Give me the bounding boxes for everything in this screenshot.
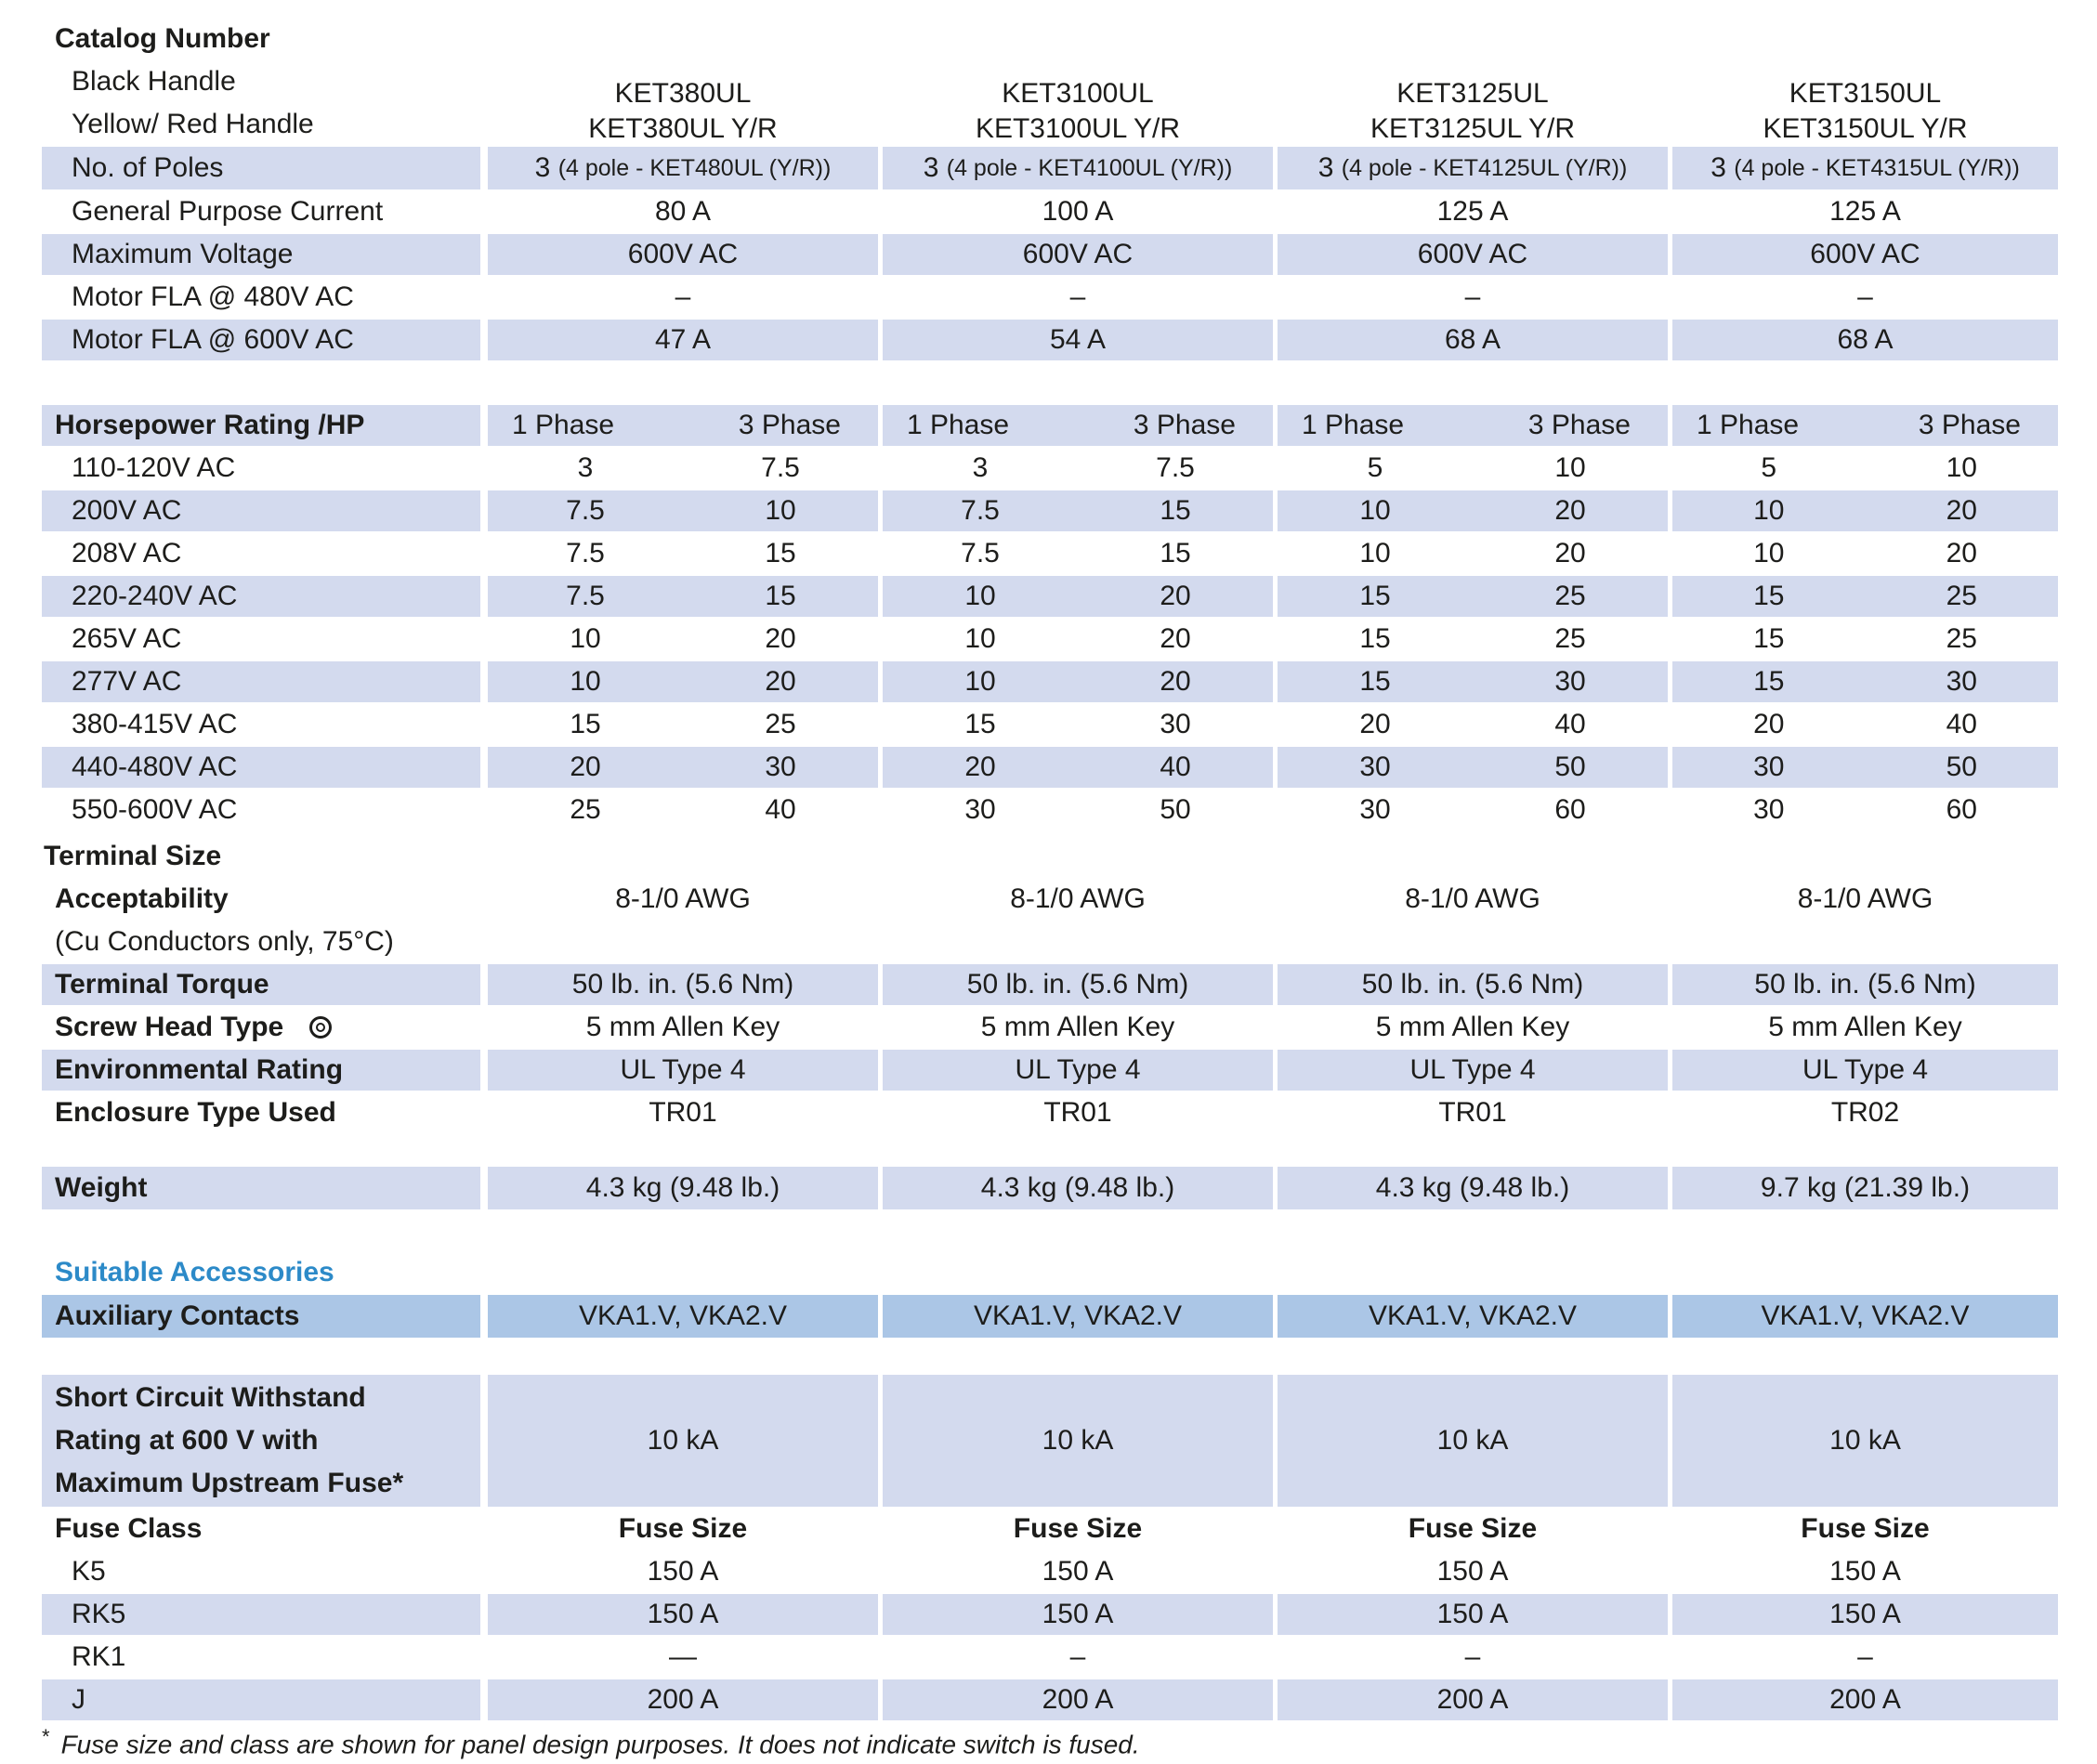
hp-row	[42, 533, 2058, 574]
hp-cell	[1672, 619, 2058, 660]
fuse-size-cell: –	[1857, 1641, 1873, 1672]
weight-cell: 4.3 kg (9.48 lb.)	[1278, 1167, 1668, 1209]
spec-cell: 600V AC	[1278, 234, 1668, 275]
screw-row	[42, 1007, 2058, 1048]
yellow-handle-label: Yellow/ Red Handle	[72, 109, 314, 139]
hp-cell	[1278, 704, 1668, 745]
hp-1-phase-value: 7.5	[566, 495, 605, 526]
screw-cell: 5 mm Allen Key	[1375, 1012, 1570, 1042]
spec-cell: 100 A	[1042, 196, 1114, 227]
hp-voltage-label: 265V AC	[72, 623, 182, 654]
hp-cell	[1672, 790, 2058, 830]
hp-3-phase-value: 40	[765, 794, 796, 825]
env-cell: UL Type 4	[883, 1050, 1273, 1091]
hp-voltage-label: 220-240V AC	[42, 576, 480, 617]
hp-row	[42, 704, 2058, 745]
spec-cell: 600V AC	[883, 234, 1273, 275]
torque-cell: 50 lb. in. (5.6 Nm)	[883, 964, 1273, 1005]
hp-voltage-label: 440-480V AC	[42, 747, 480, 788]
footnote-text: Fuse size and class are shown for panel design purposes. It does not indicate switch is fused.	[60, 1730, 1140, 1759]
fuse-size-cell: 150 A	[1278, 1594, 1668, 1635]
phase3-label: 3 Phase	[738, 410, 841, 440]
hp-3-phase-value: 25	[765, 709, 796, 739]
hp-1-phase-value: 30	[1753, 794, 1785, 825]
acceptability-cell: 8-1/0 AWG	[1405, 883, 1540, 914]
accessories-title-row	[42, 1252, 2058, 1293]
hp-1-phase-value: 10	[570, 623, 601, 654]
spec-row	[42, 277, 2058, 318]
hp-1-phase-value: 10	[964, 623, 996, 654]
phase3-label: 3 Phase	[1527, 410, 1631, 440]
hp-phase-header	[1672, 405, 2058, 446]
acceptability-row	[42, 879, 2058, 920]
hp-voltage-label: 550-600V AC	[72, 794, 238, 825]
fuse-row	[42, 1551, 2058, 1592]
spec-cell: –	[1857, 281, 1873, 312]
hp-3-phase-value: 20	[765, 623, 796, 654]
hp-3-phase-value: 15	[1160, 538, 1191, 568]
fuse-class-value: RK5	[42, 1594, 480, 1635]
sccr-cell: 10 kA	[1278, 1375, 1668, 1507]
hp-cell	[883, 533, 1273, 574]
hp-3-phase-value: 60	[1946, 794, 1977, 825]
hp-cell	[488, 619, 878, 660]
hp-voltage-label: 277V AC	[42, 661, 480, 702]
spec-label: Motor FLA @ 480V AC	[72, 281, 354, 312]
poles-note: (4 pole - KET4125UL (Y/R))	[1341, 155, 1628, 181]
torque-label: Terminal Torque	[42, 964, 480, 1005]
phase1-label: 1 Phase	[1302, 410, 1405, 440]
hp-3-phase-value: 40	[1554, 709, 1586, 739]
hp-phase-header	[883, 405, 1273, 446]
yellow-handle-cell: KET3100UL Y/R	[975, 113, 1181, 144]
sccr-row	[42, 1375, 2058, 1507]
hp-voltage-label: 208V AC	[72, 538, 182, 568]
hp-1-phase-value: 3	[972, 452, 989, 483]
accessories-title: Suitable Accessories	[55, 1257, 334, 1287]
fuse-class-value: RK1	[72, 1641, 126, 1672]
spec-cell: 47 A	[488, 320, 878, 360]
fuse-size-label: Fuse Size	[1801, 1513, 1930, 1544]
hp-1-phase-value: 5	[1761, 452, 1777, 483]
enclosure-cell: TR01	[1438, 1097, 1507, 1128]
hp-1-phase-value: 7.5	[961, 495, 1000, 526]
poles-note: (4 pole - KET4100UL (Y/R))	[946, 155, 1233, 181]
enclosure-cell: TR01	[1043, 1097, 1112, 1128]
hp-cell	[883, 490, 1273, 531]
catalog-number-title: Catalog Number	[55, 23, 270, 54]
screw-cell: 5 mm Allen Key	[980, 1012, 1175, 1042]
hp-3-phase-value: 10	[1554, 452, 1586, 483]
hp-cell	[1672, 704, 2058, 745]
hp-1-phase-value: 7.5	[566, 538, 605, 568]
spec-row	[42, 320, 2058, 360]
acceptability-cell: 8-1/0 AWG	[615, 883, 751, 914]
spec-cell: 125 A	[1829, 196, 1901, 227]
acceptability-cell: 8-1/0 AWG	[1797, 883, 1933, 914]
conductor-note-row	[42, 921, 2058, 962]
fuse-size-cell: 150 A	[883, 1594, 1273, 1635]
hp-1-phase-value: 15	[1359, 666, 1391, 697]
screw-head-icon	[309, 1016, 332, 1039]
screw-cell: 5 mm Allen Key	[585, 1012, 780, 1042]
spec-label: Motor FLA @ 600V AC	[42, 320, 480, 360]
hp-cell	[488, 747, 878, 788]
yellow-handle-cell: KET3150UL Y/R	[1763, 113, 1968, 144]
fuse-row	[42, 1679, 2058, 1720]
black-handle-label: Black Handle	[72, 66, 236, 97]
hp-3-phase-value: 25	[1554, 623, 1586, 654]
hp-3-phase-value: 15	[765, 538, 796, 568]
hp-cell	[883, 576, 1273, 617]
fuse-size-label: Fuse Size	[1013, 1513, 1143, 1544]
phase3-label: 3 Phase	[1918, 410, 2021, 440]
poles-label: No. of Poles	[42, 147, 480, 189]
env-cell: UL Type 4	[1672, 1050, 2058, 1091]
hp-3-phase-value: 10	[1946, 452, 1977, 483]
sccr-label-line: Maximum Upstream Fuse*	[55, 1468, 404, 1498]
hp-3-phase-value: 25	[1946, 581, 1977, 611]
spec-row	[42, 191, 2058, 232]
poles-cell	[1278, 147, 1668, 189]
terminal-size-title: Terminal Size	[44, 841, 222, 871]
fuse-size-cell: –	[1069, 1641, 1086, 1672]
poles-cell	[883, 147, 1273, 189]
hp-3-phase-value: 20	[1554, 538, 1586, 568]
fuse-size-cell: —	[669, 1641, 697, 1672]
yellow-handle-cell: KET380UL Y/R	[588, 113, 778, 144]
hp-row	[42, 661, 2058, 702]
weight-cell: 9.7 kg (21.39 lb.)	[1672, 1167, 2058, 1209]
hp-cell	[1672, 490, 2058, 531]
hp-1-phase-value: 3	[577, 452, 594, 483]
hp-1-phase-value: 20	[570, 751, 601, 782]
hp-cell	[1278, 661, 1668, 702]
screw-cell: 5 mm Allen Key	[1768, 1012, 1962, 1042]
hp-cell	[1278, 576, 1668, 617]
torque-cell: 50 lb. in. (5.6 Nm)	[488, 964, 878, 1005]
hp-cell	[883, 790, 1273, 830]
hp-1-phase-value: 15	[1359, 581, 1391, 611]
hp-cell	[883, 704, 1273, 745]
hp-1-phase-value: 5	[1367, 452, 1383, 483]
hp-row	[42, 619, 2058, 660]
hp-3-phase-value: 25	[1946, 623, 1977, 654]
hp-1-phase-value: 7.5	[961, 538, 1000, 568]
fuse-size-cell: 150 A	[1042, 1556, 1114, 1587]
sccr-label	[42, 1375, 480, 1507]
fuse-size-label: Fuse Size	[1408, 1513, 1538, 1544]
spec-cell: 68 A	[1278, 320, 1668, 360]
hp-3-phase-value: 15	[765, 581, 796, 611]
phase3-label: 3 Phase	[1133, 410, 1236, 440]
hp-3-phase-value: 40	[1160, 751, 1191, 782]
hp-cell	[1278, 448, 1668, 489]
weight-cell: 4.3 kg (9.48 lb.)	[883, 1167, 1273, 1209]
fuse-size-cell: 200 A	[883, 1679, 1273, 1720]
hp-cell	[488, 576, 878, 617]
sccr-label-line: Short Circuit Withstand	[55, 1382, 366, 1413]
hp-cell	[883, 661, 1273, 702]
poles-row	[42, 147, 2058, 189]
fuse-size-cell: 200 A	[1672, 1679, 2058, 1720]
hp-3-phase-value: 7.5	[1156, 452, 1195, 483]
weight-cell: 4.3 kg (9.48 lb.)	[488, 1167, 878, 1209]
hp-3-phase-value: 20	[1946, 495, 1977, 526]
hp-1-phase-value: 20	[1359, 709, 1391, 739]
hp-voltage-label: 110-120V AC	[72, 452, 236, 483]
enclosure-cell: TR02	[1830, 1097, 1900, 1128]
hp-3-phase-value: 30	[1946, 666, 1977, 697]
fuse-class-value: J	[42, 1679, 480, 1720]
hp-3-phase-value: 40	[1946, 709, 1977, 739]
hp-1-phase-value: 10	[1359, 538, 1391, 568]
aux-cell: VKA1.V, VKA2.V	[1278, 1295, 1668, 1338]
hp-cell	[1278, 747, 1668, 788]
hp-3-phase-value: 30	[1160, 709, 1191, 739]
hp-row	[42, 576, 2058, 617]
fuse-size-cell: 200 A	[1278, 1679, 1668, 1720]
phase1-label: 1 Phase	[1697, 410, 1800, 440]
hp-row	[42, 747, 2058, 788]
aux-row	[42, 1295, 2058, 1338]
catalog-title-row	[42, 19, 2058, 59]
sccr-cell: 10 kA	[488, 1375, 878, 1507]
hp-row	[42, 448, 2058, 489]
hp-cell	[1278, 619, 1668, 660]
hp-3-phase-value: 60	[1554, 794, 1586, 825]
hp-1-phase-value: 15	[964, 709, 996, 739]
hp-3-phase-value: 30	[765, 751, 796, 782]
fuse-size-cell: 200 A	[488, 1679, 878, 1720]
env-row	[42, 1050, 2058, 1091]
screw-label-cell	[42, 1007, 480, 1048]
aux-cell: VKA1.V, VKA2.V	[1672, 1295, 2058, 1338]
hp-1-phase-value: 15	[1753, 623, 1785, 654]
hp-row	[42, 490, 2058, 531]
sccr-cell: 10 kA	[883, 1375, 1273, 1507]
spec-cell: –	[1464, 281, 1481, 312]
fuse-row	[42, 1637, 2058, 1678]
torque-cell: 50 lb. in. (5.6 Nm)	[1672, 964, 2058, 1005]
hp-3-phase-value: 20	[1160, 623, 1191, 654]
enclosure-label: Enclosure Type Used	[55, 1097, 336, 1128]
hp-3-phase-value: 30	[1554, 666, 1586, 697]
yellow-handle-cell: KET3125UL Y/R	[1370, 113, 1576, 144]
hp-3-phase-value: 20	[1160, 666, 1191, 697]
hp-1-phase-value: 15	[570, 709, 601, 739]
poles-main: 3	[1710, 152, 1726, 183]
hp-3-phase-value: 20	[1160, 581, 1191, 611]
aux-label: Auxiliary Contacts	[42, 1295, 480, 1338]
black-handle-cell: KET380UL	[614, 78, 752, 109]
fuse-size-cell: 150 A	[647, 1556, 719, 1587]
hp-title: Horsepower Rating /HP	[42, 405, 480, 446]
fuse-class-value: K5	[72, 1556, 106, 1587]
screw-label: Screw Head Type	[55, 1012, 284, 1042]
conductor-note: (Cu Conductors only, 75°C)	[55, 926, 394, 957]
spec-cell: 68 A	[1672, 320, 2058, 360]
hp-cell	[1278, 490, 1668, 531]
hp-3-phase-value: 20	[1946, 538, 1977, 568]
fuse-size-cell: 150 A	[1672, 1594, 2058, 1635]
spec-cell: 80 A	[654, 196, 712, 227]
fuse-size-cell: 150 A	[1436, 1556, 1509, 1587]
hp-1-phase-value: 15	[1753, 581, 1785, 611]
hp-cell	[883, 619, 1273, 660]
fuse-size-cell: –	[1464, 1641, 1481, 1672]
fuse-header-row	[42, 1509, 2058, 1549]
acceptability-cell: 8-1/0 AWG	[1010, 883, 1146, 914]
hp-cell	[883, 448, 1273, 489]
hp-cell	[1672, 533, 2058, 574]
poles-note: (4 pole - KET4315UL (Y/R))	[1734, 155, 2020, 181]
hp-cell	[488, 790, 878, 830]
hp-1-phase-value: 10	[964, 581, 996, 611]
poles-main: 3	[534, 152, 551, 183]
hp-1-phase-value: 20	[1753, 709, 1785, 739]
black-handle-cell: KET3150UL	[1789, 78, 1942, 109]
torque-cell: 50 lb. in. (5.6 Nm)	[1278, 964, 1668, 1005]
hp-cell	[1672, 448, 2058, 489]
spec-row	[42, 234, 2058, 275]
hp-1-phase-value: 15	[1359, 623, 1391, 654]
weight-label: Weight	[42, 1167, 480, 1209]
hp-3-phase-value: 25	[1554, 581, 1586, 611]
hp-1-phase-value: 10	[570, 666, 601, 697]
hp-1-phase-value: 30	[1753, 751, 1785, 782]
enclosure-cell: TR01	[649, 1097, 717, 1128]
spec-cell: –	[675, 281, 691, 312]
hp-cell	[1672, 747, 2058, 788]
sccr-label-line: Rating at 600 V with	[55, 1425, 319, 1456]
black-handle-cell: KET3100UL	[1002, 78, 1154, 109]
terminal-title-row	[42, 836, 2058, 877]
hp-3-phase-value: 50	[1554, 751, 1586, 782]
hp-3-phase-value: 10	[765, 495, 796, 526]
hp-voltage-label: 380-415V AC	[72, 709, 238, 739]
poles-main: 3	[1317, 152, 1334, 183]
acceptability-label: Acceptability	[55, 883, 229, 914]
spec-cell: 54 A	[883, 320, 1273, 360]
hp-3-phase-value: 20	[1554, 495, 1586, 526]
spec-cell: 600V AC	[1672, 234, 2058, 275]
hp-1-phase-value: 20	[964, 751, 996, 782]
hp-3-phase-value: 7.5	[761, 452, 800, 483]
spec-cell: 125 A	[1436, 196, 1509, 227]
hp-1-phase-value: 7.5	[566, 581, 605, 611]
hp-header-row	[42, 405, 2058, 446]
hp-cell	[1278, 790, 1668, 830]
hp-cell	[488, 661, 878, 702]
fuse-size-label: Fuse Size	[618, 1513, 748, 1544]
hp-3-phase-value: 15	[1160, 495, 1191, 526]
aux-cell: VKA1.V, VKA2.V	[488, 1295, 878, 1338]
fuse-size-cell: 150 A	[1829, 1556, 1901, 1587]
hp-voltage-label: 200V AC	[42, 490, 480, 531]
black-handle-row	[42, 61, 2058, 109]
hp-cell	[488, 704, 878, 745]
hp-cell	[1278, 533, 1668, 574]
phase1-label: 1 Phase	[907, 410, 1010, 440]
footnote-marker: *	[42, 1725, 50, 1748]
env-label: Environmental Rating	[42, 1050, 480, 1091]
hp-1-phase-value: 10	[1753, 495, 1785, 526]
spec-cell: 600V AC	[488, 234, 878, 275]
fuse-class-label: Fuse Class	[55, 1513, 203, 1544]
hp-1-phase-value: 15	[1753, 666, 1785, 697]
hp-phase-header	[488, 405, 878, 446]
hp-3-phase-value: 50	[1946, 751, 1977, 782]
weight-row	[42, 1167, 2058, 1209]
hp-cell	[1672, 576, 2058, 617]
hp-1-phase-value: 25	[570, 794, 601, 825]
hp-phase-header	[1278, 405, 1668, 446]
hp-row	[42, 790, 2058, 830]
sccr-cell: 10 kA	[1672, 1375, 2058, 1507]
spec-cell: –	[1069, 281, 1086, 312]
fuse-row	[42, 1594, 2058, 1635]
yellow-handle-row	[42, 104, 2058, 145]
hp-1-phase-value: 10	[964, 666, 996, 697]
hp-1-phase-value: 30	[1359, 794, 1391, 825]
spec-label: General Purpose Current	[72, 196, 384, 227]
env-cell: UL Type 4	[1278, 1050, 1668, 1091]
hp-1-phase-value: 10	[1359, 495, 1391, 526]
hp-cell	[883, 747, 1273, 788]
hp-3-phase-value: 50	[1160, 794, 1191, 825]
hp-cell	[488, 448, 878, 489]
hp-cell	[488, 490, 878, 531]
fuse-size-cell: 150 A	[488, 1594, 878, 1635]
black-handle-cell: KET3125UL	[1396, 78, 1549, 109]
torque-row	[42, 964, 2058, 1005]
poles-cell	[488, 147, 878, 189]
hp-1-phase-value: 30	[1359, 751, 1391, 782]
hp-3-phase-value: 20	[765, 666, 796, 697]
hp-1-phase-value: 30	[964, 794, 996, 825]
env-cell: UL Type 4	[488, 1050, 878, 1091]
poles-note: (4 pole - KET480UL (Y/R))	[557, 155, 832, 181]
phase1-label: 1 Phase	[512, 410, 615, 440]
spec-label: Maximum Voltage	[42, 234, 480, 275]
poles-cell	[1672, 147, 2058, 189]
hp-1-phase-value: 10	[1753, 538, 1785, 568]
poles-main: 3	[923, 152, 939, 183]
hp-cell	[1672, 661, 2058, 702]
footnote	[42, 1725, 1140, 1759]
aux-cell: VKA1.V, VKA2.V	[883, 1295, 1273, 1338]
hp-cell	[488, 533, 878, 574]
enclosure-row	[42, 1092, 2058, 1133]
